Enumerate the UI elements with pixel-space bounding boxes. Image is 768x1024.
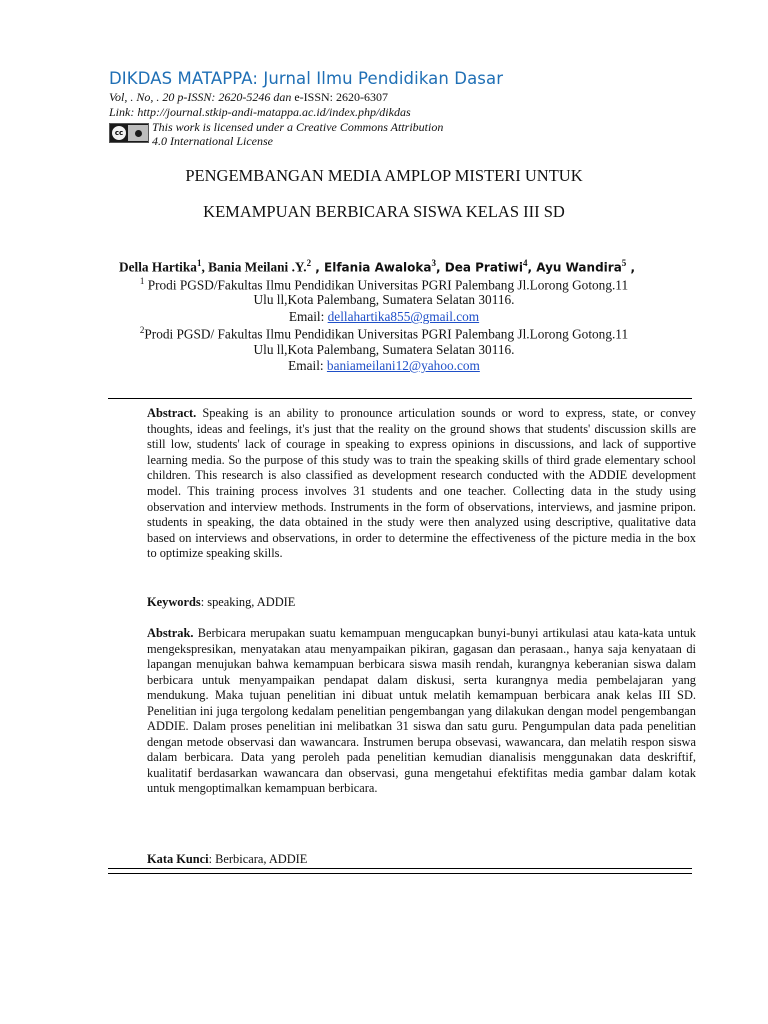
author-list-end: ,: [626, 260, 636, 275]
paper-title-line-1: PENGEMBANGAN MEDIA AMPLOP MISTERI UNTUK: [185, 166, 583, 185]
author-2: , Bania Meilani .Y.: [201, 259, 307, 275]
author-list: [119, 258, 635, 275]
keywords-line: [147, 595, 696, 611]
affiliation-1-text: Prodi PGSD/Fakultas Ilmu Pendidikan Universitas PGRI Palembang Jl.Lorong Gotong.11: [144, 277, 629, 293]
paper-title-line-2: KEMAMPUAN BERBICARA SISWA KELAS III SD: [203, 202, 565, 221]
author-4-sup: 4: [522, 258, 528, 268]
affiliation-2-email-line: [0, 358, 768, 374]
affiliation-2-text: Prodi PGSD/ Fakultas Ilmu Pendidikan Universitas PGRI Palembang Jl.Lorong Gotong.11: [144, 326, 629, 342]
affiliation-2-line-1: [0, 325, 768, 342]
creative-commons-badge-icon[interactable]: [109, 123, 149, 143]
author-3-sup: 3: [431, 258, 436, 268]
abstract-label: Abstract.: [147, 406, 197, 420]
affiliation-1-sup: 1: [139, 276, 145, 286]
affiliation-1-line-2: Ulu ll,Kota Palembang, Sumatera Selatan 30116.: [253, 292, 515, 307]
eissn: e-ISSN: 2620-6307: [294, 90, 388, 104]
divider-top: [108, 398, 692, 399]
affiliation-1-email-line: [0, 309, 768, 325]
author-2-sup: 2: [306, 258, 312, 268]
author-1: Della Hartika: [119, 259, 197, 275]
abstract-paragraph: [147, 406, 696, 562]
keywords-text: : speaking, ADDIE: [200, 595, 296, 609]
author-3: , Elfania Awaloka: [311, 260, 432, 275]
abstrak-text: Berbicara merupakan suatu kemampuan mengucapkan bunyi-bunyi artikulasi atau kata-kata untuk mengekspresikan, menyatakan atau menyampaikan pikiran, gagasan dan perasaan., hanya saja kenyataan di lapangan menujukan bahwa kemampuan berbicara siswa masih rendah, kurangnya keberanian siswa dalam berbicara untuk menyampaikan pendapat dalam diskusi, serta kurangnya media pembelajaran yang mendukung. Maka tujuan penelitian ini dibuat untuk melatih kemampuan berbicara anak kelas III SD. Penelitian ini juga tergolong kedalam penelitian pengembangan yang dilakukan dengan model pengembangan ADDIE. Dalam proses penelitian ini melibatkan 31 siswa dan satu guru. Pengumpulan data pada penelitian dengan metode observasi dan wawancara. Instrumen berupa obsevasi, wawancara, dan melatih respon siswa dalam berbicara. Data yang peroleh pada penelitian kemudian dianalisis menggunakan data deskriftif, kualitatif berdasarkan wawancara dan observasi, guna mengetahui efektifitas media gambar dalam kotak untuk mengoptimalkan kemampuan berbicara.: [147, 626, 696, 795]
email-label: Email:: [288, 309, 328, 324]
cc-by-icon: [128, 125, 148, 141]
abstrak-paragraph: [147, 626, 696, 797]
author-1-sup: 1: [196, 258, 202, 268]
abstract-text: Speaking is an ability to pronounce articulation sounds or word to express, state, or convey thoughts, ideas and feelings, it's just that the reality on the ground shows that students' discussion skills are still low, students' lack of courage in speaking to express opinions in discussions, and lack of supportive learning media. So the purpose of this study was to train the speaking skills of third grade elementary school children. This research is also classified as development research conducted with the ADDIE development model. This training process involves 31 students and one teacher. Collecting data in the study using observation and interview methods. Instruments in the form of observations, interviews, and jasmine pripon. students in speaking, the data obtained in the study were then analyzed using descriptive, qualitative data based on interviews and observations, in order to determine the effectiveness of the picture media in the box to optimize speaking skills.: [147, 406, 696, 561]
abstrak-label: Abstrak.: [147, 626, 194, 640]
author-4: , Dea Pratiwi: [436, 260, 523, 275]
journal-title: DIKDAS MATAPPA: Jurnal Ilmu Pendidikan Dasar: [109, 69, 504, 88]
email-link-1[interactable]: dellahartika855@gmail.com: [327, 309, 480, 324]
kata-kunci-text: : Berbicara, ADDIE: [208, 852, 308, 866]
journal-link[interactable]: Link: http://journal.stkip-andi-matappa.ac.id/index.php/dikdas: [109, 105, 411, 119]
license-line-1: This work is licensed under a Creative Commons Attribution: [152, 120, 444, 134]
affiliation-1-line-1: [0, 276, 768, 293]
keywords-label: Keywords: [147, 595, 201, 609]
divider-bottom-1: [108, 868, 692, 869]
email-label: Email:: [288, 358, 327, 373]
license-note: [152, 121, 443, 148]
affiliation-2-sup: 2: [139, 325, 145, 335]
affiliation-2-line-2: Ulu ll,Kota Palembang, Sumatera Selatan 30116.: [253, 342, 515, 357]
cc-logo-icon: cc: [112, 126, 126, 140]
kata-kunci-label: Kata Kunci: [147, 852, 209, 866]
license-line-2: 4.0 International License: [152, 133, 273, 148]
divider-bottom-2: [108, 873, 692, 874]
email-link-2[interactable]: baniameilani12@yahoo.com: [326, 358, 480, 373]
volume-issn-line: [109, 90, 388, 105]
volume-pissn: Vol, . No, . 20 p-ISSN: 2620-5246 dan: [109, 90, 295, 104]
kata-kunci-line: [147, 852, 696, 868]
author-5-sup: 5: [621, 258, 627, 268]
author-5: , Ayu Wandira: [527, 260, 622, 275]
